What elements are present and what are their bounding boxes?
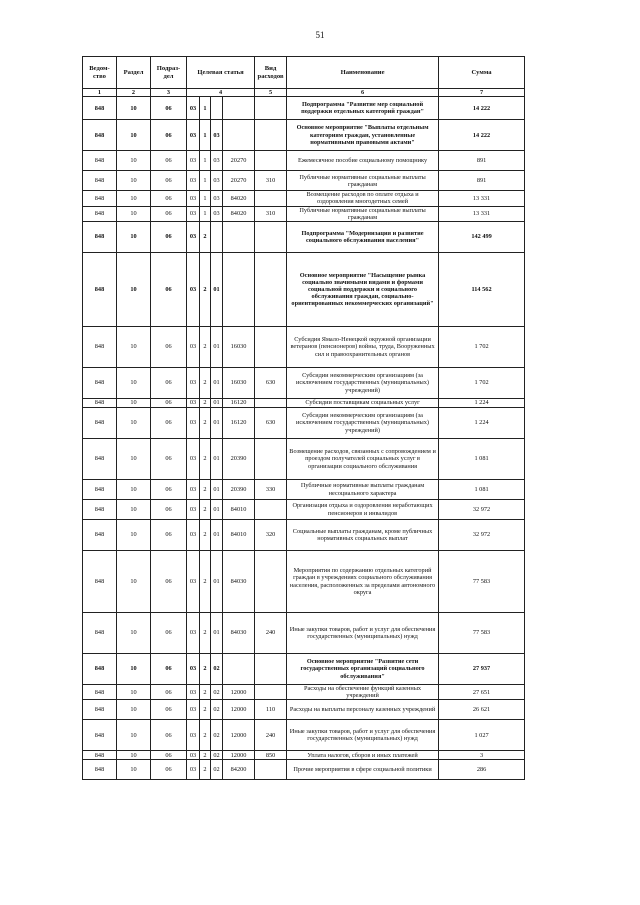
cell-c3: 01 xyxy=(211,399,223,408)
cell-ved: 848 xyxy=(83,368,117,399)
table-row xyxy=(83,222,525,253)
cell-sum: 286 xyxy=(439,760,525,780)
cell-razdel: 10 xyxy=(117,171,151,191)
cell-c4 xyxy=(223,222,255,253)
cell-c4: 84030 xyxy=(223,613,255,654)
cell-c4 xyxy=(223,120,255,151)
cell-c1: 03 xyxy=(187,191,200,206)
cell-c4: 84030 xyxy=(223,551,255,613)
cell-name: Иные закупки товаров, работ и услуг для обеспечения государственных (муниципальных) нужд xyxy=(287,613,439,654)
table-row xyxy=(83,700,525,720)
cell-c2: 2 xyxy=(200,439,211,480)
cell-c4: 20270 xyxy=(223,171,255,191)
cell-c1: 03 xyxy=(187,171,200,191)
cell-c1: 03 xyxy=(187,760,200,780)
cell-ved: 848 xyxy=(83,253,117,327)
cell-podrazdel: 06 xyxy=(151,253,187,327)
cell-name: Уплата налогов, сборов и иных платежей xyxy=(287,751,439,760)
cell-c4: 20390 xyxy=(223,480,255,500)
cell-c2: 2 xyxy=(200,222,211,253)
cell-vid: 850 xyxy=(255,751,287,760)
cell-vid xyxy=(255,685,287,700)
cell-ved: 848 xyxy=(83,206,117,221)
cell-name: Основное мероприятие "Выплаты отдельным категориям граждан, установленные нормативными правовыми актами" xyxy=(287,120,439,151)
cell-c3: 01 xyxy=(211,327,223,368)
cell-ved: 848 xyxy=(83,613,117,654)
cell-ved: 848 xyxy=(83,399,117,408)
cell-podrazdel: 06 xyxy=(151,191,187,206)
cell-podrazdel: 06 xyxy=(151,720,187,751)
cell-podrazdel: 06 xyxy=(151,760,187,780)
cell-c2: 1 xyxy=(200,120,211,151)
cell-c3: 01 xyxy=(211,439,223,480)
cell-razdel: 10 xyxy=(117,751,151,760)
cell-c4 xyxy=(223,253,255,327)
cell-sum: 1 702 xyxy=(439,368,525,399)
cell-name: Субсидии поставщикам социальных услуг xyxy=(287,399,439,408)
cell-c3: 02 xyxy=(211,685,223,700)
cell-c2: 2 xyxy=(200,480,211,500)
header-name: Наименование xyxy=(287,57,439,89)
cell-podrazdel: 06 xyxy=(151,520,187,551)
cell-vid: 310 xyxy=(255,206,287,221)
cell-c3: 01 xyxy=(211,480,223,500)
cell-c2: 1 xyxy=(200,97,211,120)
cell-c1: 03 xyxy=(187,368,200,399)
cell-c3: 01 xyxy=(211,368,223,399)
cell-name: Публичные нормативные выплаты гражданам несоциального характера xyxy=(287,480,439,500)
cell-vid xyxy=(255,97,287,120)
cell-c4: 84020 xyxy=(223,206,255,221)
cell-sum: 77 583 xyxy=(439,613,525,654)
cell-sum: 114 562 xyxy=(439,253,525,327)
cell-razdel: 10 xyxy=(117,720,151,751)
cell-sum: 27 651 xyxy=(439,685,525,700)
cell-vid xyxy=(255,500,287,520)
cell-podrazdel: 06 xyxy=(151,327,187,368)
cell-name: Субсидии некоммерческим организациям (за исключением государственных (муниципальных) учреждений) xyxy=(287,408,439,439)
cell-c2: 2 xyxy=(200,685,211,700)
cell-podrazdel: 06 xyxy=(151,222,187,253)
cell-c3: 01 xyxy=(211,551,223,613)
cell-ved: 848 xyxy=(83,191,117,206)
cell-razdel: 10 xyxy=(117,97,151,120)
cell-razdel: 10 xyxy=(117,399,151,408)
cell-c2: 2 xyxy=(200,327,211,368)
cell-c2: 1 xyxy=(200,171,211,191)
cell-c3 xyxy=(211,97,223,120)
cell-name: Организация отдыха и оздоровления неработающих пенсионеров и инвалидов xyxy=(287,500,439,520)
cell-razdel: 10 xyxy=(117,191,151,206)
cell-c4: 12000 xyxy=(223,720,255,751)
header-vid: Вид расходов xyxy=(255,57,287,89)
cell-sum: 1 224 xyxy=(439,408,525,439)
cell-c3: 03 xyxy=(211,120,223,151)
cell-c3: 01 xyxy=(211,520,223,551)
cell-name: Основное мероприятие "Насыщение рынка социально значимыми видами и формами социальной поддержки и социального обслуживания граждан, социально-ориентированных некоммерческих организаций" xyxy=(287,253,439,327)
table-row xyxy=(83,520,525,551)
cell-ved: 848 xyxy=(83,654,117,685)
cell-ved: 848 xyxy=(83,760,117,780)
cell-vid xyxy=(255,760,287,780)
cell-c3: 01 xyxy=(211,500,223,520)
cell-razdel: 10 xyxy=(117,520,151,551)
table-row xyxy=(83,720,525,751)
cell-c2: 2 xyxy=(200,760,211,780)
cell-c3: 01 xyxy=(211,613,223,654)
cell-sum: 13 331 xyxy=(439,191,525,206)
table-row xyxy=(83,480,525,500)
column-number: 1 xyxy=(83,89,117,97)
table-row xyxy=(83,551,525,613)
cell-c1: 03 xyxy=(187,551,200,613)
cell-c4: 16030 xyxy=(223,327,255,368)
cell-c1: 03 xyxy=(187,720,200,751)
cell-c2: 1 xyxy=(200,151,211,171)
cell-razdel: 10 xyxy=(117,654,151,685)
cell-razdel: 10 xyxy=(117,700,151,720)
cell-c4 xyxy=(223,97,255,120)
cell-razdel: 10 xyxy=(117,222,151,253)
cell-ved: 848 xyxy=(83,720,117,751)
cell-c2: 2 xyxy=(200,368,211,399)
cell-razdel: 10 xyxy=(117,439,151,480)
cell-name: Прочие мероприятия в сфере социальной политики xyxy=(287,760,439,780)
cell-vid xyxy=(255,327,287,368)
cell-name: Субсидия Ямало-Ненецкой окружной организации ветеранов (пенсионеров) войны, труда, Вооруженных сил и правоохранительных органов xyxy=(287,327,439,368)
cell-ved: 848 xyxy=(83,222,117,253)
cell-name: Иные закупки товаров, работ и услуг для обеспечения государственных (муниципальных) нужд xyxy=(287,720,439,751)
cell-razdel: 10 xyxy=(117,760,151,780)
cell-c3: 03 xyxy=(211,191,223,206)
cell-vid xyxy=(255,222,287,253)
page-number: 51 xyxy=(315,30,325,40)
table-row xyxy=(83,368,525,399)
cell-podrazdel: 06 xyxy=(151,500,187,520)
table-row xyxy=(83,654,525,685)
cell-name: Субсидии некоммерческим организациям (за исключением государственных (муниципальных) учреждений) xyxy=(287,368,439,399)
cell-c2: 2 xyxy=(200,551,211,613)
table-row xyxy=(83,97,525,120)
column-number: 3 xyxy=(151,89,187,97)
header-sum: Сумма xyxy=(439,57,525,89)
cell-c2: 2 xyxy=(200,654,211,685)
cell-name: Мероприятия по содержанию отдельных категорий граждан в учреждениях социального обслуживания населения, расположенных за пределами автономного округа xyxy=(287,551,439,613)
cell-razdel: 10 xyxy=(117,480,151,500)
cell-c1: 03 xyxy=(187,327,200,368)
cell-name: Основное мероприятие "Развитие сети государственных организаций социального обслуживания" xyxy=(287,654,439,685)
cell-ved: 848 xyxy=(83,751,117,760)
cell-vid xyxy=(255,551,287,613)
cell-sum: 26 621 xyxy=(439,700,525,720)
table-row xyxy=(83,760,525,780)
cell-sum: 32 972 xyxy=(439,520,525,551)
cell-ved: 848 xyxy=(83,480,117,500)
cell-name: Возмещение расходов, связанных с сопровождением и проездом получателей социальных услуг в организации социального обслуживания xyxy=(287,439,439,480)
cell-sum: 142 499 xyxy=(439,222,525,253)
cell-c4: 16030 xyxy=(223,368,255,399)
table-row xyxy=(83,751,525,760)
cell-c1: 03 xyxy=(187,613,200,654)
cell-c1: 03 xyxy=(187,151,200,171)
cell-c2: 2 xyxy=(200,408,211,439)
cell-sum: 1 081 xyxy=(439,439,525,480)
cell-c3: 01 xyxy=(211,253,223,327)
cell-name: Ежемесячное пособие социальному помощнику xyxy=(287,151,439,171)
column-number: 7 xyxy=(439,89,525,97)
cell-razdel: 10 xyxy=(117,206,151,221)
cell-sum: 891 xyxy=(439,151,525,171)
cell-ved: 848 xyxy=(83,120,117,151)
cell-podrazdel: 06 xyxy=(151,685,187,700)
table-row xyxy=(83,500,525,520)
cell-razdel: 10 xyxy=(117,613,151,654)
cell-name: Расходы на выплаты персоналу казенных учреждений xyxy=(287,700,439,720)
cell-c4: 20270 xyxy=(223,151,255,171)
cell-sum: 1 702 xyxy=(439,327,525,368)
cell-c1: 03 xyxy=(187,751,200,760)
cell-vid: 310 xyxy=(255,171,287,191)
cell-c4: 84020 xyxy=(223,191,255,206)
cell-ved: 848 xyxy=(83,439,117,480)
header-podrazdel: Подраз-дел xyxy=(151,57,187,89)
cell-c3: 02 xyxy=(211,700,223,720)
cell-podrazdel: 06 xyxy=(151,751,187,760)
cell-c3 xyxy=(211,222,223,253)
cell-c1: 03 xyxy=(187,222,200,253)
cell-podrazdel: 06 xyxy=(151,399,187,408)
cell-sum: 77 583 xyxy=(439,551,525,613)
table-row xyxy=(83,120,525,151)
cell-razdel: 10 xyxy=(117,327,151,368)
cell-c2: 2 xyxy=(200,751,211,760)
cell-c1: 03 xyxy=(187,399,200,408)
header-ved: Ведом-ство xyxy=(83,57,117,89)
cell-name: Социальные выплаты гражданам, кроме публичных нормативных социальных выплат xyxy=(287,520,439,551)
cell-c3: 02 xyxy=(211,751,223,760)
cell-c4: 84010 xyxy=(223,520,255,551)
cell-c4 xyxy=(223,654,255,685)
cell-sum: 27 937 xyxy=(439,654,525,685)
cell-c1: 03 xyxy=(187,654,200,685)
cell-ved: 848 xyxy=(83,500,117,520)
cell-vid xyxy=(255,151,287,171)
cell-c2: 2 xyxy=(200,613,211,654)
table-row xyxy=(83,408,525,439)
cell-c3: 03 xyxy=(211,171,223,191)
cell-c4: 16120 xyxy=(223,399,255,408)
table-row xyxy=(83,253,525,327)
cell-vid: 630 xyxy=(255,408,287,439)
cell-ved: 848 xyxy=(83,97,117,120)
cell-c2: 2 xyxy=(200,253,211,327)
cell-ved: 848 xyxy=(83,171,117,191)
cell-vid xyxy=(255,253,287,327)
cell-c1: 03 xyxy=(187,120,200,151)
column-number-row xyxy=(83,89,525,97)
cell-razdel: 10 xyxy=(117,368,151,399)
column-number: 6 xyxy=(287,89,439,97)
cell-c4: 84200 xyxy=(223,760,255,780)
cell-sum: 14 222 xyxy=(439,97,525,120)
table-row xyxy=(83,685,525,700)
table-row xyxy=(83,191,525,206)
cell-podrazdel: 06 xyxy=(151,171,187,191)
cell-name: Подпрограмма "Модернизация и развитие социального обслуживания населения" xyxy=(287,222,439,253)
cell-sum: 1 027 xyxy=(439,720,525,751)
cell-c3: 03 xyxy=(211,206,223,221)
cell-vid: 630 xyxy=(255,368,287,399)
cell-c2: 2 xyxy=(200,500,211,520)
cell-vid xyxy=(255,399,287,408)
cell-vid: 320 xyxy=(255,520,287,551)
table-row xyxy=(83,439,525,480)
cell-ved: 848 xyxy=(83,551,117,613)
cell-c4: 12000 xyxy=(223,700,255,720)
header-razdel: Раздел xyxy=(117,57,151,89)
cell-vid: 330 xyxy=(255,480,287,500)
cell-c1: 03 xyxy=(187,520,200,551)
table-row xyxy=(83,613,525,654)
cell-sum: 13 331 xyxy=(439,206,525,221)
cell-c2: 2 xyxy=(200,399,211,408)
cell-c4: 16120 xyxy=(223,408,255,439)
cell-c1: 03 xyxy=(187,439,200,480)
cell-vid xyxy=(255,439,287,480)
cell-name: Расходы на обеспечение функций казенных учреждений xyxy=(287,685,439,700)
cell-c3: 02 xyxy=(211,720,223,751)
cell-name: Публичные нормативные социальные выплаты гражданам xyxy=(287,171,439,191)
cell-razdel: 10 xyxy=(117,408,151,439)
table-header-row xyxy=(83,57,525,89)
cell-ved: 848 xyxy=(83,327,117,368)
cell-podrazdel: 06 xyxy=(151,97,187,120)
cell-ved: 848 xyxy=(83,520,117,551)
cell-c2: 1 xyxy=(200,206,211,221)
table-row xyxy=(83,171,525,191)
cell-sum: 32 972 xyxy=(439,500,525,520)
cell-sum: 3 xyxy=(439,751,525,760)
cell-name: Возмещение расходов по оплате отдыха и оздоровления многодетных семей xyxy=(287,191,439,206)
column-number: 2 xyxy=(117,89,151,97)
header-celevaya: Целевая статья xyxy=(187,57,255,89)
cell-c1: 03 xyxy=(187,480,200,500)
cell-vid xyxy=(255,120,287,151)
table-row xyxy=(83,206,525,221)
cell-vid: 240 xyxy=(255,613,287,654)
cell-vid xyxy=(255,654,287,685)
cell-razdel: 10 xyxy=(117,685,151,700)
cell-name: Подпрограмма "Развитие мер социальной поддержки отдельных категорий граждан" xyxy=(287,97,439,120)
cell-c1: 03 xyxy=(187,408,200,439)
cell-c2: 1 xyxy=(200,191,211,206)
cell-c1: 03 xyxy=(187,97,200,120)
table-row xyxy=(83,327,525,368)
cell-c2: 2 xyxy=(200,700,211,720)
cell-ved: 848 xyxy=(83,685,117,700)
cell-podrazdel: 06 xyxy=(151,368,187,399)
budget-table xyxy=(82,56,525,780)
cell-c1: 03 xyxy=(187,206,200,221)
cell-podrazdel: 06 xyxy=(151,151,187,171)
cell-podrazdel: 06 xyxy=(151,480,187,500)
cell-ved: 848 xyxy=(83,700,117,720)
table-row xyxy=(83,399,525,408)
cell-podrazdel: 06 xyxy=(151,551,187,613)
cell-podrazdel: 06 xyxy=(151,700,187,720)
cell-c2: 2 xyxy=(200,520,211,551)
cell-podrazdel: 06 xyxy=(151,439,187,480)
cell-sum: 1 081 xyxy=(439,480,525,500)
cell-podrazdel: 06 xyxy=(151,120,187,151)
column-number: 4 xyxy=(187,89,255,97)
cell-c1: 03 xyxy=(187,253,200,327)
column-number: 5 xyxy=(255,89,287,97)
cell-c1: 03 xyxy=(187,685,200,700)
cell-name: Публичные нормативные социальные выплаты гражданам xyxy=(287,206,439,221)
cell-ved: 848 xyxy=(83,408,117,439)
cell-c3: 03 xyxy=(211,151,223,171)
cell-c4: 84010 xyxy=(223,500,255,520)
cell-sum: 1 224 xyxy=(439,399,525,408)
cell-c3: 02 xyxy=(211,654,223,685)
cell-c4: 20390 xyxy=(223,439,255,480)
cell-podrazdel: 06 xyxy=(151,408,187,439)
table-body xyxy=(83,97,525,780)
cell-razdel: 10 xyxy=(117,120,151,151)
cell-c1: 03 xyxy=(187,500,200,520)
cell-vid xyxy=(255,191,287,206)
cell-podrazdel: 06 xyxy=(151,654,187,685)
cell-c3: 01 xyxy=(211,408,223,439)
cell-vid: 110 xyxy=(255,700,287,720)
cell-c3: 02 xyxy=(211,760,223,780)
cell-sum: 14 222 xyxy=(439,120,525,151)
cell-c1: 03 xyxy=(187,700,200,720)
cell-c2: 2 xyxy=(200,720,211,751)
cell-vid: 240 xyxy=(255,720,287,751)
cell-podrazdel: 06 xyxy=(151,206,187,221)
cell-ved: 848 xyxy=(83,151,117,171)
cell-razdel: 10 xyxy=(117,500,151,520)
cell-razdel: 10 xyxy=(117,551,151,613)
cell-sum: 891 xyxy=(439,171,525,191)
cell-c4: 12000 xyxy=(223,751,255,760)
cell-razdel: 10 xyxy=(117,151,151,171)
cell-razdel: 10 xyxy=(117,253,151,327)
table-row xyxy=(83,151,525,171)
cell-c4: 12000 xyxy=(223,685,255,700)
cell-podrazdel: 06 xyxy=(151,613,187,654)
